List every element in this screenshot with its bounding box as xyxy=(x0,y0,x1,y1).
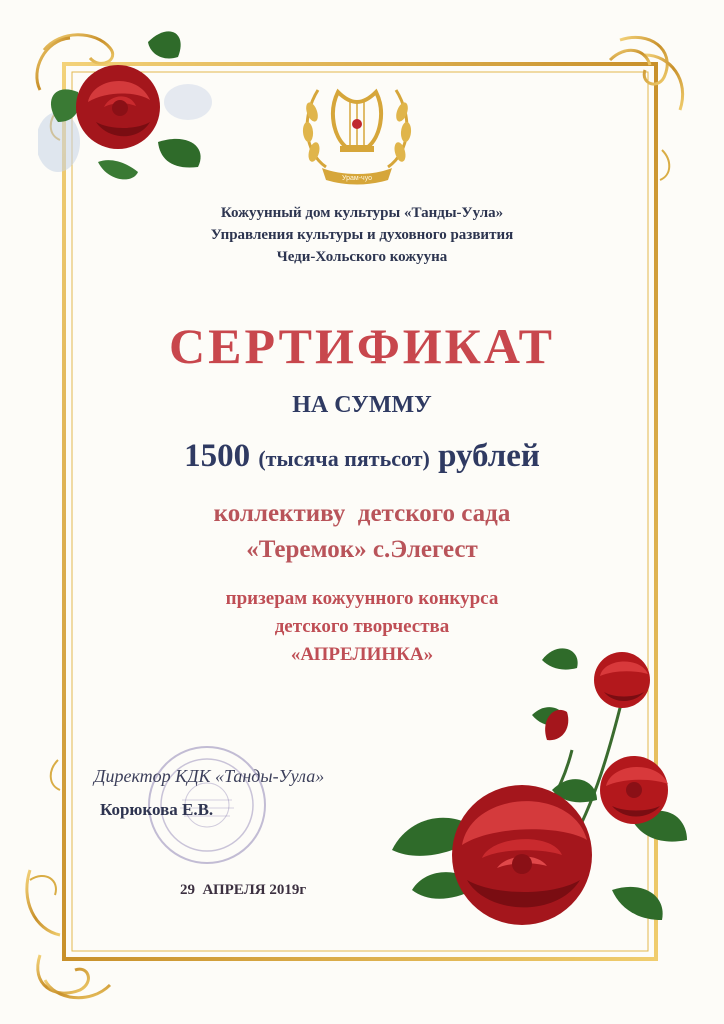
director-name: Корюкова Е.В. xyxy=(100,800,214,819)
organization-line-2: Управления культуры и духовного развития xyxy=(210,227,514,243)
organization-line-1: Кожуунный дом культуры «Танды-Уула» xyxy=(220,205,504,221)
amount-words: (тысяча пятьсот) xyxy=(258,446,430,471)
reason-line-2: детского творчества xyxy=(274,616,450,637)
sum-label: НА СУММУ xyxy=(292,392,432,418)
issue-date: 29 АПРЕЛЯ 2019г xyxy=(180,882,307,898)
reason-line-1: призерам кожуунного конкурса xyxy=(225,588,499,609)
certificate-title: СЕРТИФИКАТ xyxy=(168,318,555,374)
recipient-line-1: коллективу детского сада xyxy=(213,500,511,527)
rose-bouquet-bottom-right xyxy=(372,640,702,960)
lyre-emblem xyxy=(296,72,418,188)
amount-number: 1500 xyxy=(184,438,251,474)
rose-top-left xyxy=(38,22,228,192)
amount-line xyxy=(60,438,664,475)
director-title: Директор КДК «Танды-Уула» xyxy=(94,766,325,786)
reason-line-3: «АПРЕЛИНКА» xyxy=(290,644,434,665)
organization-line-3: Чеди-Хольского кожууна xyxy=(276,249,448,265)
organization-header xyxy=(60,202,664,268)
emblem-ribbon-text: Урам-чуо xyxy=(341,175,373,182)
recipient-line-2: «Теремок» с.Элегест xyxy=(246,536,478,563)
amount-currency: рублей xyxy=(438,438,540,474)
recipient xyxy=(60,496,664,568)
